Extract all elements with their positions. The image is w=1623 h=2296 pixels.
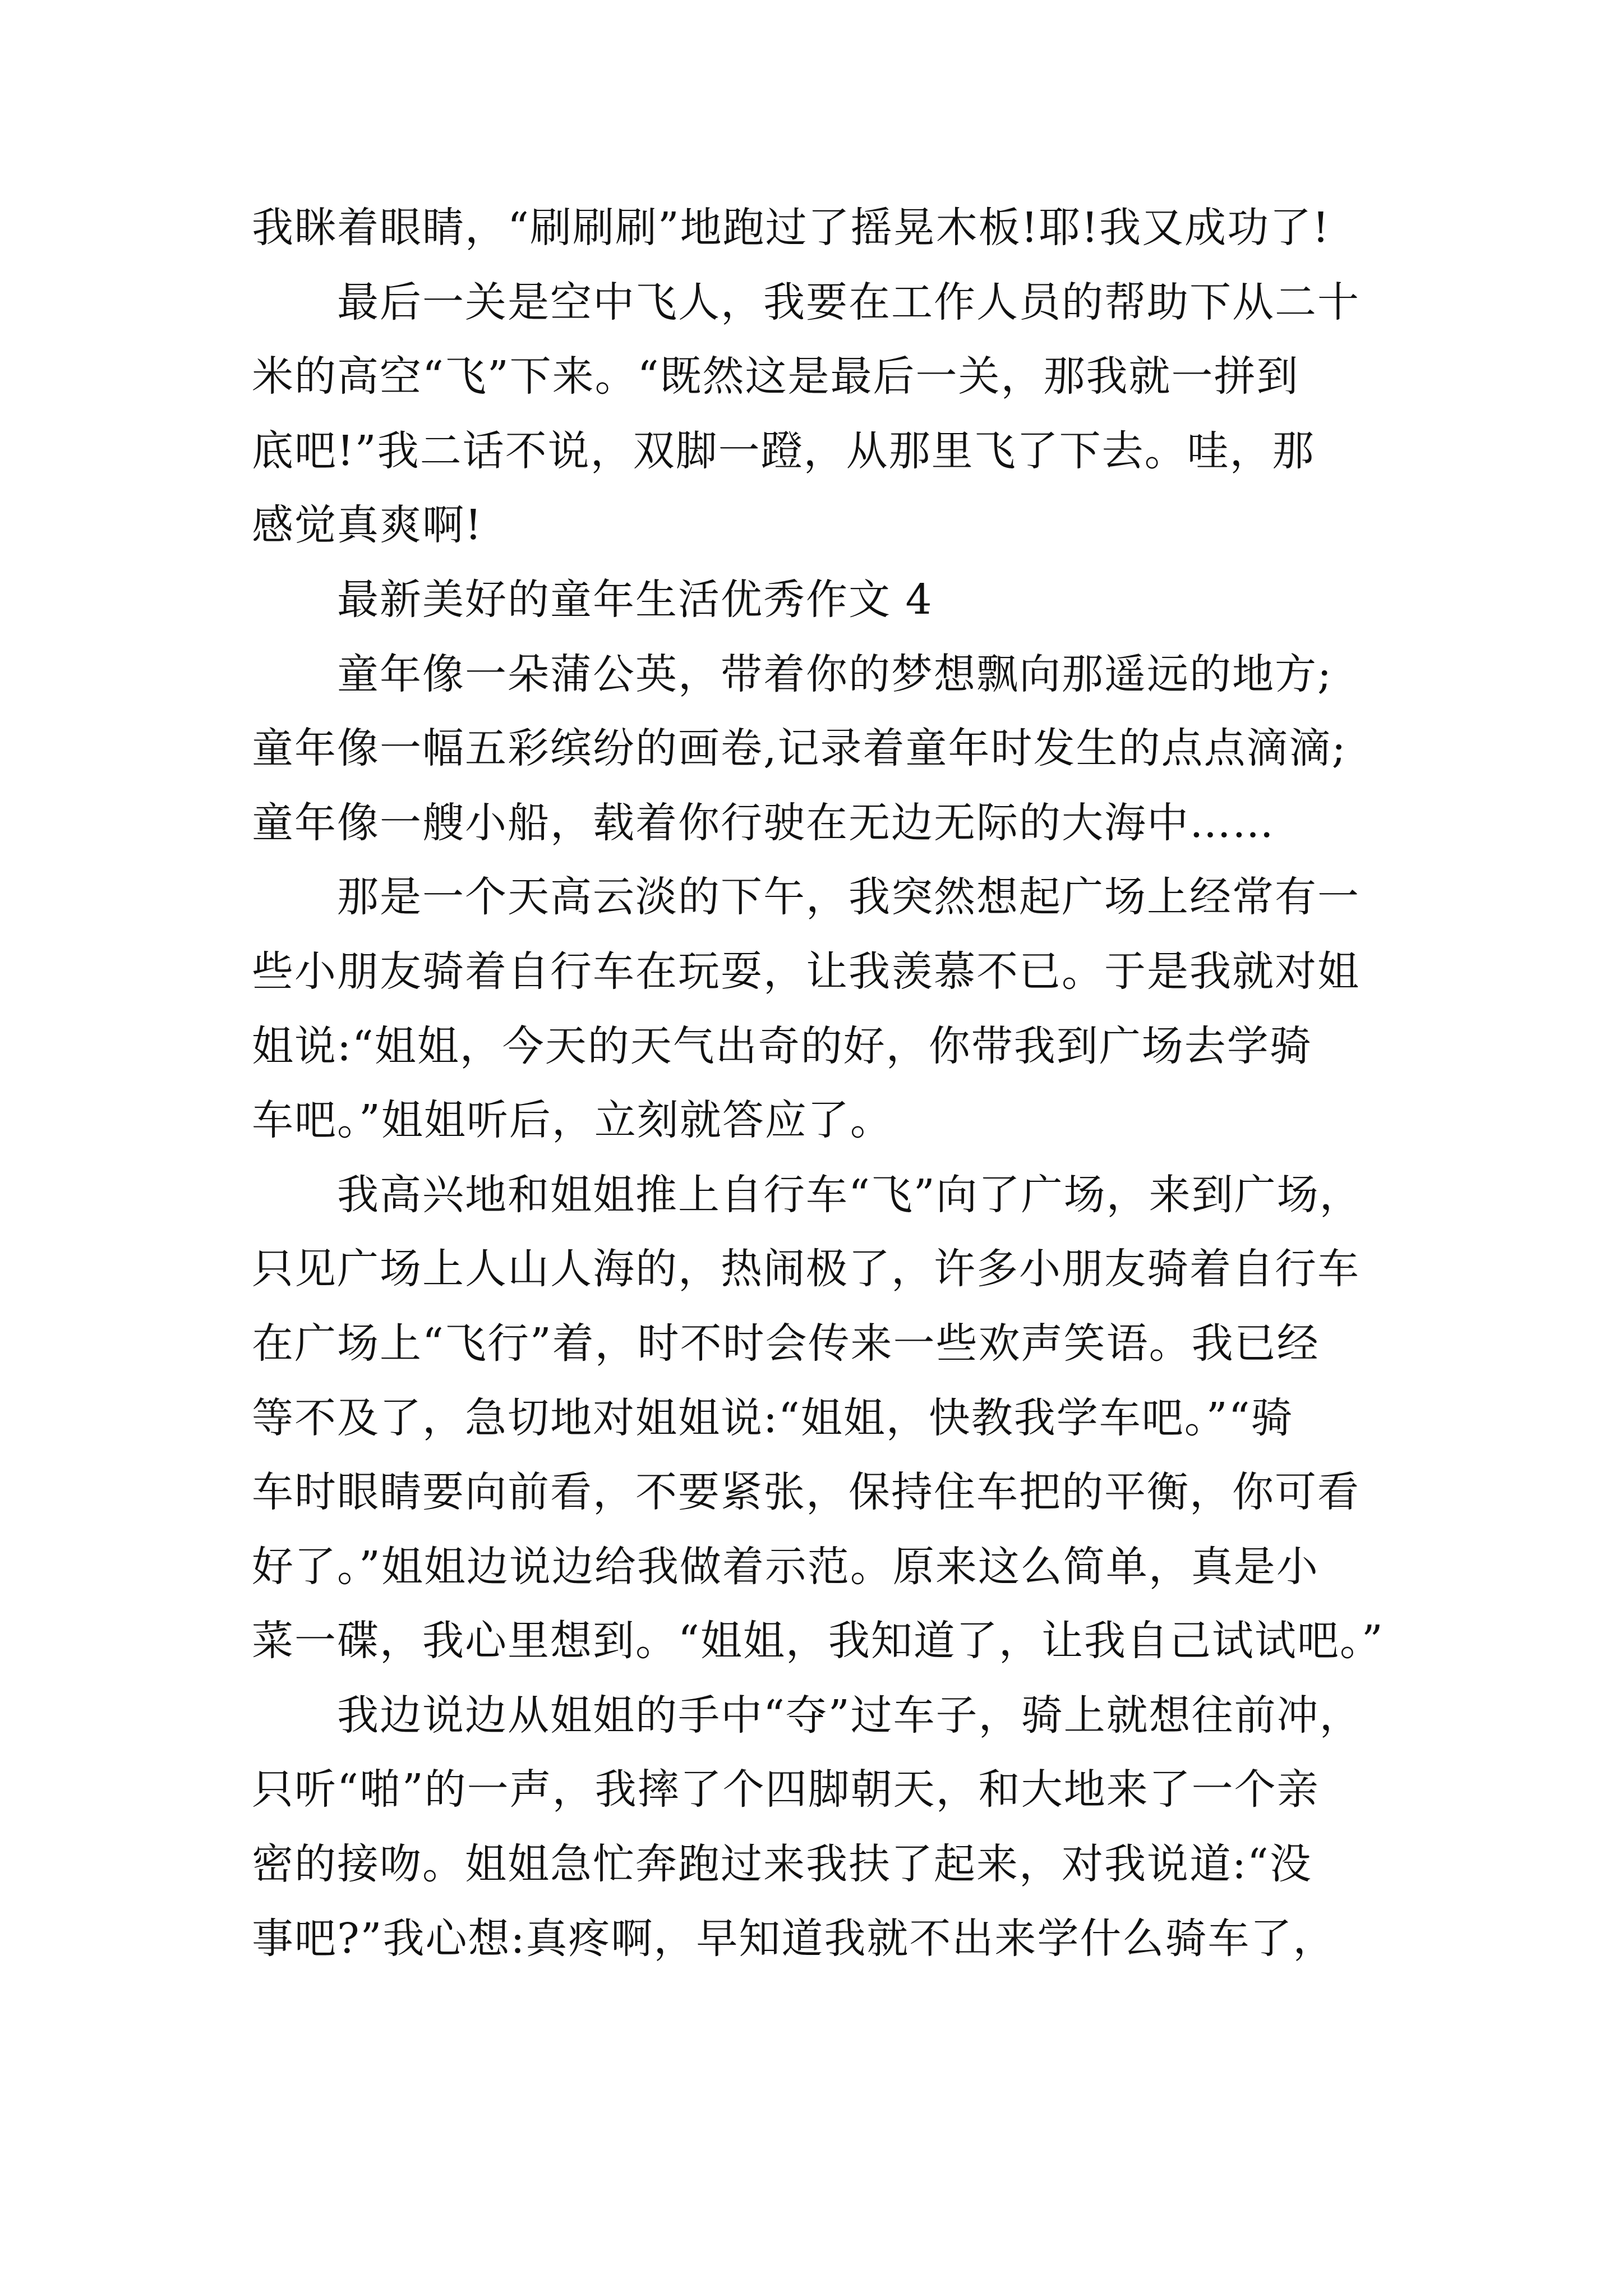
text-line: 米的高空“飞”下来。“既然这是最后一关，那我就一拼到 bbox=[252, 352, 1299, 401]
text-line: 我高兴地和姐姐推上自行车“飞”向了广场，来到广场， bbox=[337, 1170, 1362, 1219]
text-line: 等不及了，急切地对姐姐说:“姐姐，快教我学车吧。”“骑 bbox=[252, 1393, 1294, 1442]
text-line: 车吧。”姐姐听后，立刻就答应了。 bbox=[252, 1096, 893, 1145]
text-line: 我眯着眼睛，“刷刷刷”地跑过了摇晃木板!耶!我又成功了! bbox=[252, 204, 1330, 252]
text-line: 那是一个天高云淡的下午，我突然想起广场上经常有一 bbox=[337, 873, 1360, 922]
text-line: 菜一碟，我心里想到。“姐姐，我知道了，让我自己试试吧。” bbox=[252, 1617, 1384, 1665]
text-line: 童年像一幅五彩缤纷的画卷,记录着童年时发生的点点滴滴; bbox=[252, 724, 1347, 773]
text-line: 车时眼睛要向前看，不要紧张，保持住车把的平衡，你可看 bbox=[252, 1468, 1360, 1517]
text-line: 姐说:“姐姐，今天的天气出奇的好，你带我到广场去学骑 bbox=[252, 1022, 1312, 1070]
text-line: 最新美好的童年生活优秀作文 4 bbox=[337, 575, 933, 624]
text-line: 好了。”姐姐边说边给我做着示范。原来这么简单，真是小 bbox=[252, 1542, 1319, 1591]
text-line: 底吧!”我二话不说，双脚一蹬，从那里飞了下去。哇，那 bbox=[252, 426, 1315, 475]
text-line: 童年像一朵蒲公英，带着你的梦想飘向那遥远的地方; bbox=[337, 650, 1332, 698]
text-line: 些小朋友骑着自行车在玩耍，让我羡慕不已。于是我就对姐 bbox=[252, 947, 1360, 996]
text-line: 只见广场上人山人海的，热闹极了，许多小朋友骑着自行车 bbox=[252, 1245, 1360, 1294]
text-line: 只听“啪”的一声，我摔了个四脚朝天，和大地来了一个亲 bbox=[252, 1765, 1320, 1814]
text-line: 在广场上“飞行”着，时不时会传来一些欢声笑语。我已经 bbox=[252, 1319, 1320, 1368]
text-line: 最后一关是空中飞人，我要在工作人员的帮助下从二十 bbox=[337, 278, 1360, 326]
text-line: 事吧?”我心想:真疼啊，早知道我就不出来学什么骑车了， bbox=[252, 1914, 1336, 1963]
text-line: 感觉真爽啊! bbox=[252, 501, 483, 550]
text-line: 密的接吻。姐姐急忙奔跑过来我扶了起来，对我说道:“没 bbox=[252, 1840, 1312, 1889]
document-body bbox=[252, 191, 1396, 1976]
text-line: 我边说边从姐姐的手中“夺”过车子，骑上就想往前冲， bbox=[337, 1691, 1362, 1740]
text-line: 童年像一艘小船，载着你行驶在无边无际的大海中…… bbox=[252, 798, 1275, 847]
